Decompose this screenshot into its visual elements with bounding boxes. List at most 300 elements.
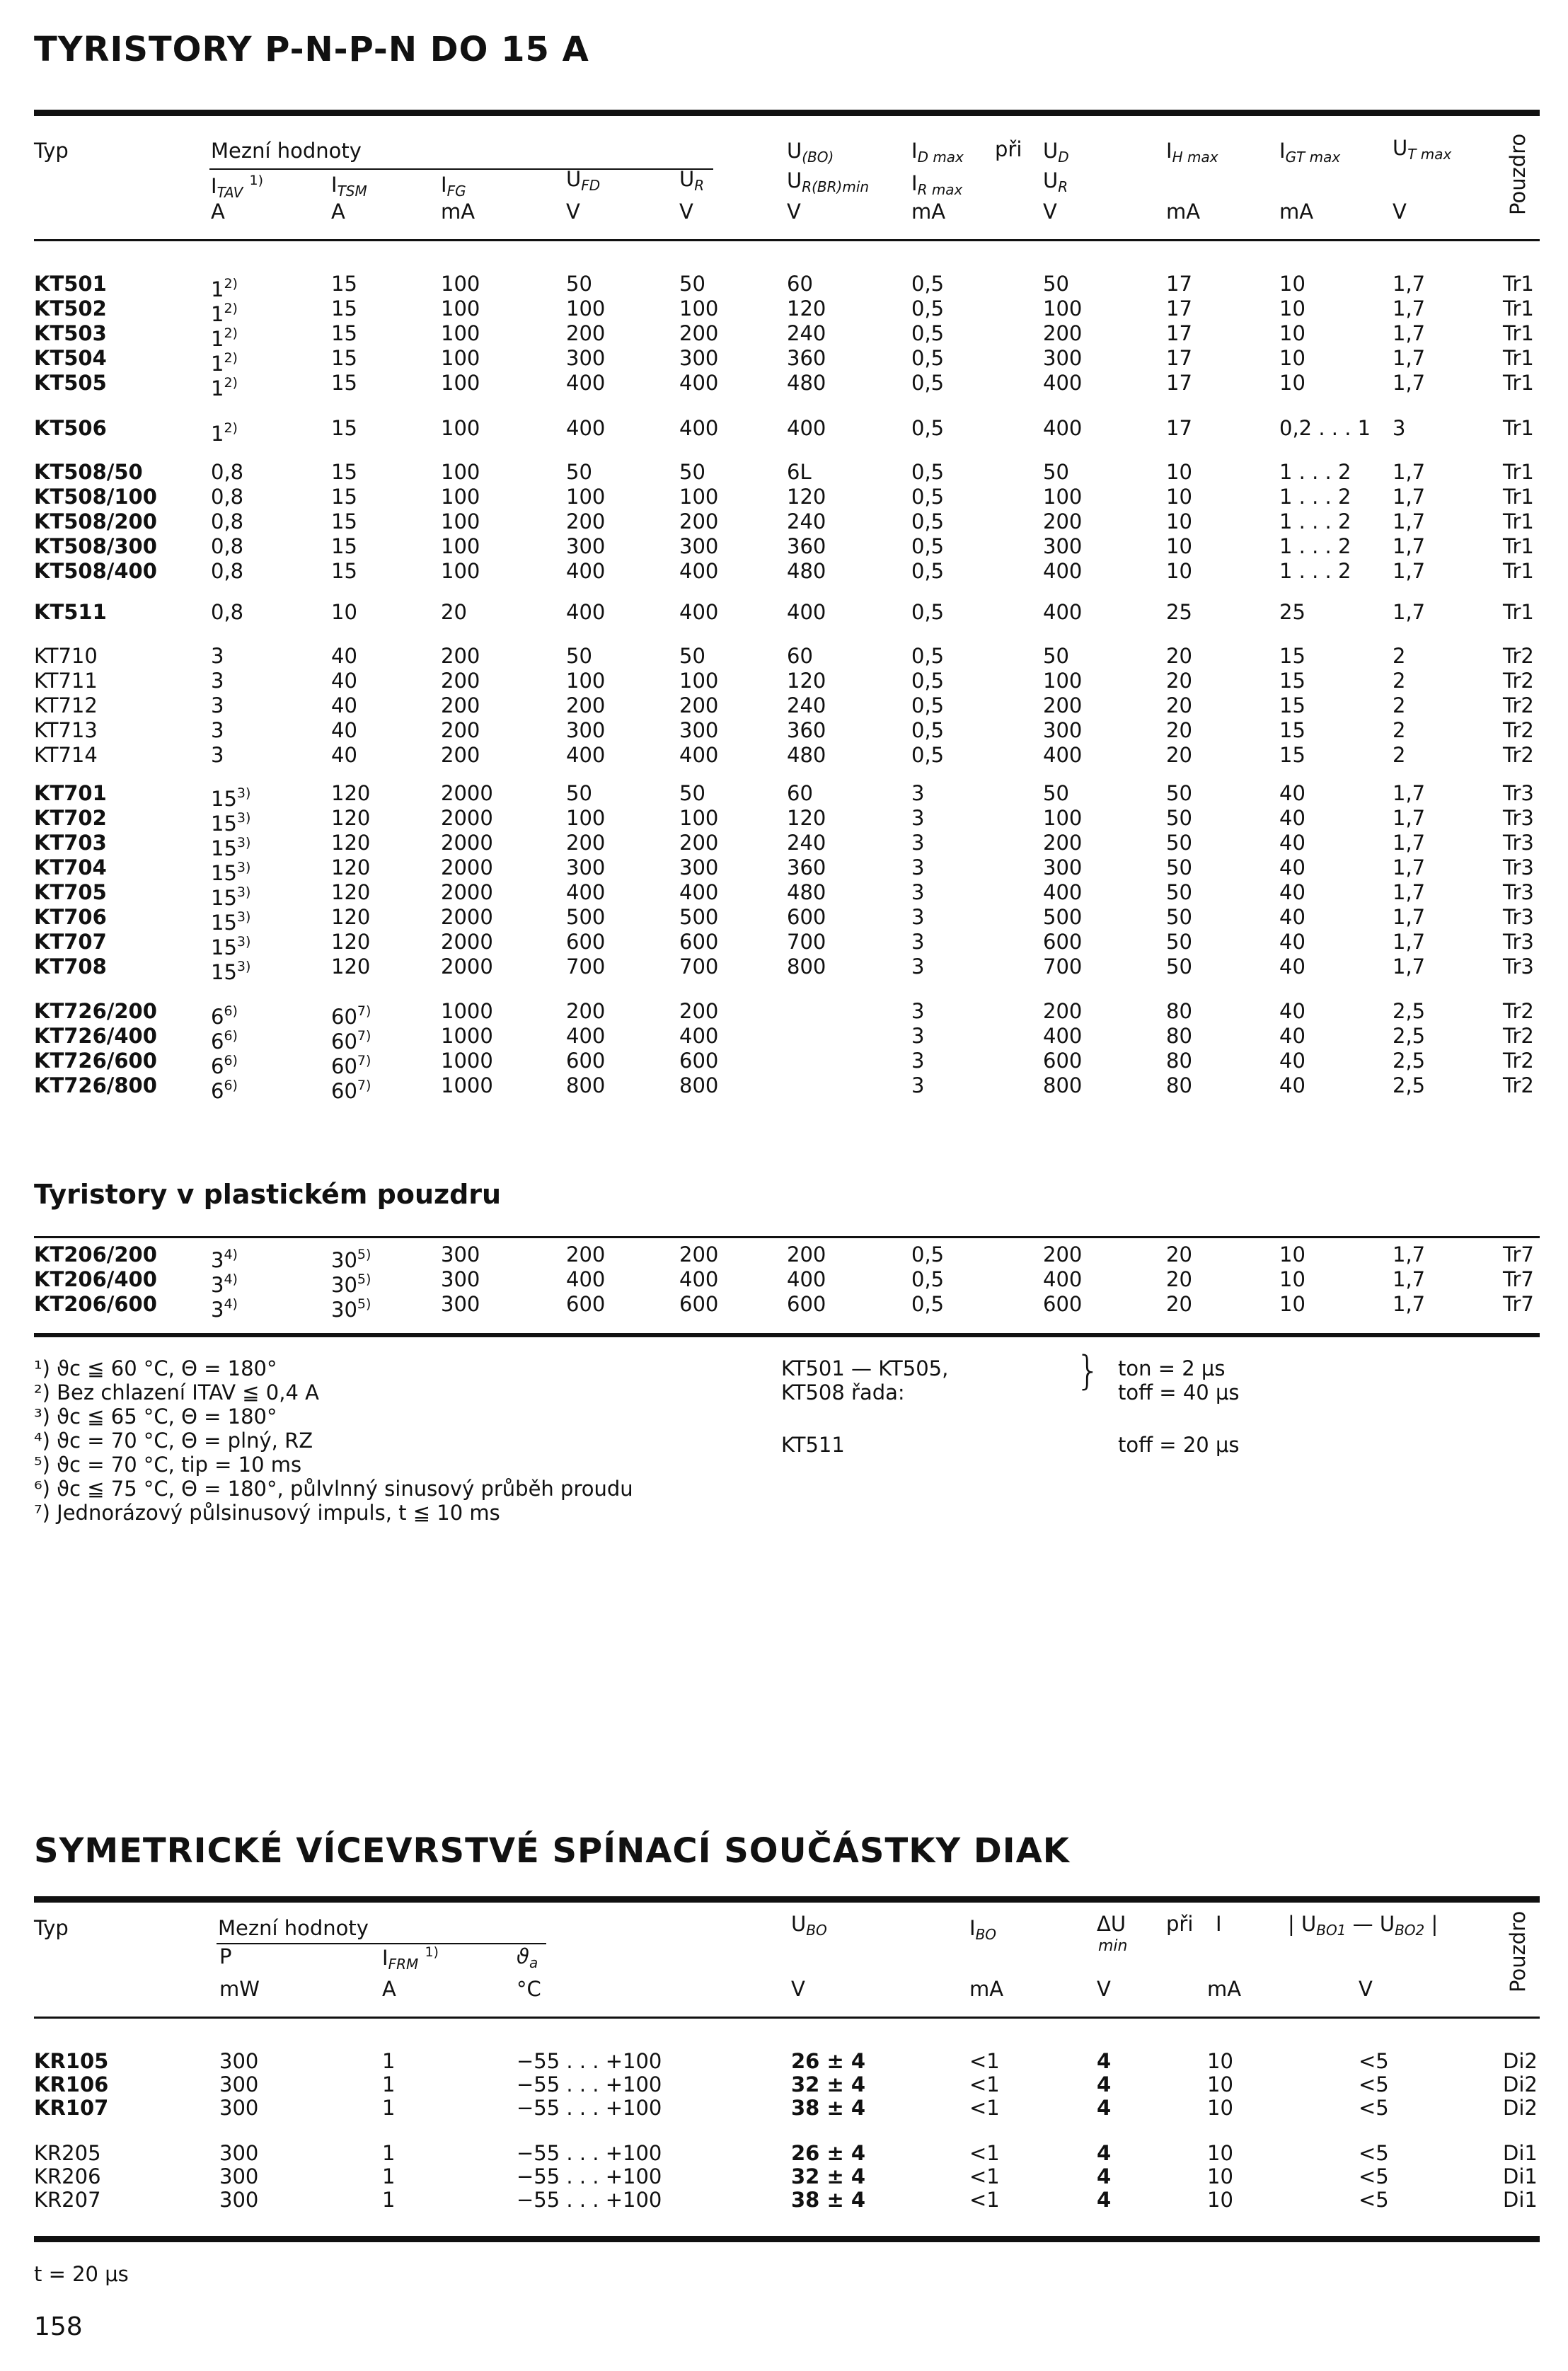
cell-ifg: 200 (441, 644, 480, 668)
cell-t: KT701 (34, 781, 107, 805)
col-ifg-header: $I_{FG}$ (441, 173, 466, 200)
cell-ud: 100 (1043, 296, 1083, 321)
cell-ubo: 360 (787, 855, 826, 879)
cell-theta: −55 . . . +100 (517, 2141, 662, 2165)
cell-id: 0,5 (911, 346, 945, 370)
unit-ih: mA (1166, 200, 1201, 224)
cell-ih: 10 (1166, 485, 1192, 509)
cell-itav: 1$^{2)}$ (211, 276, 238, 301)
cell-itav: 3 (211, 669, 224, 693)
cell-ubo: 360 (787, 346, 826, 370)
cell-p: Tr7 (1503, 1267, 1534, 1291)
cell-igt: 10 (1279, 1267, 1305, 1291)
cell-ubo: 240 (787, 509, 826, 533)
cell-pz: Di1 (1503, 2141, 1538, 2165)
cell-itsm: 40 (331, 669, 357, 693)
side-note-ton: ton = 2 μs (1118, 1356, 1226, 1380)
cell-ut: 1,7 (1393, 600, 1426, 624)
cell-ud: 100 (1043, 806, 1083, 830)
cell-ifg: 100 (441, 272, 480, 296)
cell-ubo: 120 (787, 806, 826, 830)
cell-t: KT713 (34, 718, 98, 742)
cell-id: 3 (911, 806, 925, 830)
cell-p: Tr2 (1503, 669, 1534, 693)
cell-ubo: 120 (787, 669, 826, 693)
cell-t: KT511 (34, 600, 107, 624)
cell-ur: 400 (679, 600, 719, 624)
cell-ifg: 300 (441, 1292, 480, 1316)
cell-ifg: 100 (441, 416, 480, 440)
cell-itav: 15$^{3)}$ (211, 835, 251, 860)
cell-ih: 50 (1166, 905, 1192, 929)
cell-t: KR106 (34, 2072, 109, 2096)
footnote: ⁷) Jednorázový půlsinusový impuls, t ≦ 10 ms (34, 1501, 500, 1525)
cell-itav: 1$^{2)}$ (211, 325, 238, 351)
cell-t: KT726/600 (34, 1049, 157, 1073)
diak-note: t = 20 μs (34, 2262, 129, 2286)
cell-ur: 50 (679, 272, 705, 296)
cell-t: KT704 (34, 855, 107, 879)
cell-ufd: 200 (566, 831, 606, 855)
cell-ur: 50 (679, 781, 705, 805)
cell-ifg: 100 (441, 371, 480, 395)
cell-p: Tr1 (1503, 559, 1534, 583)
cell-diff: <5 (1359, 2164, 1389, 2188)
cell-ih: 50 (1166, 855, 1192, 879)
cell-ifg: 100 (441, 485, 480, 509)
cell-ifg: 1000 (441, 1024, 493, 1048)
cell-id: 3 (911, 880, 925, 904)
plastic-rule (34, 1236, 1540, 1238)
cell-theta: −55 . . . +100 (517, 2164, 662, 2188)
cell-ufd: 300 (566, 534, 606, 558)
cell-ih: 80 (1166, 999, 1192, 1023)
cell-ifg: 20 (441, 600, 467, 624)
cell-ut: 1,7 (1393, 559, 1426, 583)
diak-unit-p: mW (219, 1977, 260, 2001)
cell-itsm: 120 (331, 905, 371, 929)
cell-itav: 0,8 (211, 509, 244, 533)
cell-ud: 50 (1043, 781, 1069, 805)
cell-ufd: 400 (566, 371, 606, 395)
cell-ur: 100 (679, 806, 719, 830)
cell-ut: 1,7 (1393, 321, 1426, 345)
cell-igt: 1 . . . 2 (1279, 509, 1351, 533)
cell-p: Tr2 (1503, 644, 1534, 668)
col-igtmax-header: $I_{GT max}$ (1279, 139, 1341, 166)
cell-ut: 1,7 (1393, 534, 1426, 558)
col-idmax-header: $I_{D max}$ (911, 139, 964, 166)
cell-ut: 2,5 (1393, 1024, 1426, 1048)
cell-ifrm: 1 (382, 2072, 396, 2096)
cell-ubo: 480 (787, 559, 826, 583)
cell-ud: 700 (1043, 954, 1083, 979)
unit-ut: V (1393, 200, 1407, 224)
cell-ubo: 26 ± 4 (791, 2141, 866, 2165)
cell-theta: −55 . . . +100 (517, 2049, 662, 2073)
cell-p: Tr3 (1503, 930, 1534, 954)
cell-ut: 1,7 (1393, 831, 1426, 855)
cell-ur: 400 (679, 743, 719, 767)
cell-ut: 1,7 (1393, 905, 1426, 929)
cell-id: 0,5 (911, 509, 945, 533)
cell-id: 3 (911, 1073, 925, 1097)
cell-ut: 1,7 (1393, 509, 1426, 533)
diak-bottom-rule (34, 2236, 1540, 2242)
cell-ifg: 200 (441, 743, 480, 767)
cell-ur: 200 (679, 1242, 719, 1267)
cell-ur: 400 (679, 1024, 719, 1048)
cell-ur: 100 (679, 669, 719, 693)
cell-ur: 200 (679, 831, 719, 855)
cell-itav: 3$^{4)}$ (211, 1296, 238, 1322)
cell-ut: 2,5 (1393, 1049, 1426, 1073)
cell-itav: 3 (211, 718, 224, 742)
cell-ubo: 800 (787, 954, 826, 979)
cell-ufd: 200 (566, 321, 606, 345)
cell-ur: 300 (679, 534, 719, 558)
diak-col-theta-header: $ϑ_a$ (517, 1944, 538, 1971)
cell-ud: 600 (1043, 1292, 1083, 1316)
cell-itav: 15$^{3)}$ (211, 884, 251, 910)
header-rule (34, 239, 1540, 241)
cell-ubo: 480 (787, 371, 826, 395)
cell-ud: 50 (1043, 644, 1069, 668)
cell-ih: 50 (1166, 781, 1192, 805)
cell-itsm: 15 (331, 509, 357, 533)
cell-itsm: 15 (331, 559, 357, 583)
cell-ur: 400 (679, 559, 719, 583)
cell-ih: 20 (1166, 693, 1192, 717)
cell-ufd: 300 (566, 855, 606, 879)
cell-igt: 1 . . . 2 (1279, 559, 1351, 583)
cell-igt: 10 (1279, 1242, 1305, 1267)
cell-ubo: 360 (787, 718, 826, 742)
col-ur2-header: $U_R$ (1043, 168, 1068, 195)
mezni-underline (209, 168, 713, 170)
cell-ut: 1,7 (1393, 346, 1426, 370)
cell-ifg: 200 (441, 718, 480, 742)
top-rule (34, 110, 1540, 116)
cell-p: Tr3 (1503, 905, 1534, 929)
cell-t: KT702 (34, 806, 107, 830)
cell-ud: 200 (1043, 693, 1083, 717)
page-number: 158 (34, 2312, 83, 2341)
cell-p: Tr1 (1503, 371, 1534, 395)
col-ur-header: $U_R$ (679, 167, 705, 194)
cell-i: 10 (1207, 2049, 1233, 2073)
cell-ud: 200 (1043, 999, 1083, 1023)
cell-i: 10 (1207, 2188, 1233, 2212)
cell-ud: 200 (1043, 1242, 1083, 1267)
footnote: ⁴) ϑc = 70 °C, Θ = plný, RZ (34, 1429, 313, 1453)
diak-col-du-header: ΔU (1097, 1912, 1126, 1936)
cell-ufd: 100 (566, 485, 606, 509)
cell-ubo: 26 ± 4 (791, 2049, 866, 2073)
cell-ih: 25 (1166, 600, 1192, 624)
cell-ubo: 480 (787, 743, 826, 767)
cell-ud: 300 (1043, 534, 1083, 558)
cell-ut: 2,5 (1393, 999, 1426, 1023)
cell-ifg: 2000 (441, 831, 493, 855)
cell-ifg: 100 (441, 321, 480, 345)
cell-ubo: 240 (787, 693, 826, 717)
cell-ur: 500 (679, 905, 719, 929)
cell-ufd: 300 (566, 346, 606, 370)
cell-t: KT714 (34, 743, 98, 767)
cell-ubo: 200 (787, 1242, 826, 1267)
cell-ufd: 400 (566, 1267, 606, 1291)
brace-mark: } (1076, 1348, 1101, 1394)
cell-ud: 50 (1043, 272, 1069, 296)
cell-ur: 400 (679, 371, 719, 395)
cell-ih: 10 (1166, 559, 1192, 583)
cell-ubo: 360 (787, 534, 826, 558)
cell-ur: 300 (679, 855, 719, 879)
footnote: ²) Bez chlazení ITAV ≦ 0,4 A (34, 1380, 319, 1404)
cell-ufd: 50 (566, 644, 592, 668)
cell-itav: 1$^{2)}$ (211, 301, 238, 326)
cell-ubo: 240 (787, 321, 826, 345)
cell-ih: 20 (1166, 1242, 1192, 1267)
cell-ifg: 2000 (441, 880, 493, 904)
cell-t: KT703 (34, 831, 107, 855)
cell-ubo: 120 (787, 296, 826, 321)
cell-ifg: 300 (441, 1242, 480, 1267)
cell-itav: 3 (211, 743, 224, 767)
cell-diff: <5 (1359, 2141, 1389, 2165)
cell-igt: 25 (1279, 600, 1305, 624)
cell-t: KT707 (34, 930, 107, 954)
cell-p: Tr1 (1503, 321, 1534, 345)
cell-ufd: 400 (566, 1024, 606, 1048)
cell-id: 0,5 (911, 371, 945, 395)
cell-diff: <5 (1359, 2188, 1389, 2212)
cell-p: Tr3 (1503, 806, 1534, 830)
cell-ud: 500 (1043, 905, 1083, 929)
cell-ur: 100 (679, 296, 719, 321)
cell-id: 0,5 (911, 416, 945, 440)
cell-ud: 200 (1043, 831, 1083, 855)
cell-ur: 800 (679, 1073, 719, 1097)
cell-i: 10 (1207, 2141, 1233, 2165)
col-irmax-header: $I_{R max}$ (911, 171, 963, 198)
cell-t: KR107 (34, 2096, 109, 2120)
diak-col-ubo-header: $U_{BO}$ (791, 1912, 827, 1939)
cell-ut: 2,5 (1393, 1073, 1426, 1097)
cell-t: KT508/50 (34, 460, 143, 484)
footnote: ⁵) ϑc = 70 °C, tip = 10 ms (34, 1453, 302, 1477)
cell-ifrm: 1 (382, 2141, 396, 2165)
cell-ufd: 200 (566, 693, 606, 717)
cell-ih: 50 (1166, 806, 1192, 830)
cell-ut: 1,7 (1393, 371, 1426, 395)
cell-t: KT502 (34, 296, 107, 321)
diak-col-i-header: I (1216, 1912, 1222, 1936)
cell-t: KT206/200 (34, 1242, 157, 1267)
cell-ifg: 300 (441, 1267, 480, 1291)
col-itav-header: $I_{TAV}$ $^{1)}$ (211, 173, 264, 201)
cell-pz: Di2 (1503, 2049, 1538, 2073)
cell-igt: 10 (1279, 371, 1305, 395)
diak-col-ifrm-header: $I_{FRM}$ $^{1)}$ (382, 1944, 439, 1973)
cell-ut: 2 (1393, 743, 1406, 767)
cell-id: 0,5 (911, 693, 945, 717)
col-ubr-header: $U_{R(BR)min}$ (787, 168, 870, 195)
cell-ubo: 60 (787, 781, 813, 805)
cell-ubo: 400 (787, 416, 826, 440)
col-ufd-header: $U_{FD}$ (566, 167, 601, 194)
cell-itav: 15$^{3)}$ (211, 909, 251, 935)
cell-t: KT206/400 (34, 1267, 157, 1291)
cell-ufd: 600 (566, 1292, 606, 1316)
footnote: ¹) ϑc ≦ 60 °C, Θ = 180° (34, 1356, 277, 1380)
diak-unit-ibo: mA (969, 1977, 1004, 2001)
cell-t: KT726/800 (34, 1073, 157, 1097)
col-itsm-header: $I_{TSM}$ (331, 173, 367, 200)
cell-itav: 15$^{3)}$ (211, 810, 251, 836)
cell-ih: 50 (1166, 880, 1192, 904)
unit-igt: mA (1279, 200, 1314, 224)
cell-ur: 400 (679, 1267, 719, 1291)
cell-p: Tr7 (1503, 1292, 1534, 1316)
cell-t: KT501 (34, 272, 107, 296)
cell-t: KT206/600 (34, 1292, 157, 1316)
cell-itsm: 120 (331, 831, 371, 855)
cell-igt: 1 . . . 2 (1279, 534, 1351, 558)
diak-col-pri-header: při (1166, 1912, 1194, 1936)
cell-ubo: 480 (787, 880, 826, 904)
cell-t: KT508/100 (34, 485, 157, 509)
cell-ur: 50 (679, 644, 705, 668)
cell-itav: 0,8 (211, 460, 244, 484)
cell-id: 0,5 (911, 1267, 945, 1291)
side-note-toff2: toff = 20 μs (1118, 1433, 1240, 1457)
diak-col-pouzdro-header: Pouzdro (1506, 1910, 1530, 1992)
cell-ud: 600 (1043, 1049, 1083, 1073)
cell-id: 0,5 (911, 1292, 945, 1316)
cell-theta: −55 . . . +100 (517, 2188, 662, 2212)
cell-ubo: 400 (787, 600, 826, 624)
cell-ur: 700 (679, 954, 719, 979)
cell-ufd: 100 (566, 669, 606, 693)
cell-ur: 600 (679, 1292, 719, 1316)
footnote: ⁶) ϑc ≦ 75 °C, Θ = 180°, půlvlnný sinusový průběh proudu (34, 1477, 633, 1501)
cell-ifg: 200 (441, 669, 480, 693)
diak-top-rule (34, 1896, 1540, 1903)
cell-ubo: 6L (787, 460, 812, 484)
cell-p: Tr1 (1503, 460, 1534, 484)
cell-t: KT503 (34, 321, 107, 345)
cell-ufd: 600 (566, 930, 606, 954)
cell-igt: 40 (1279, 1049, 1305, 1073)
cell-igt: 15 (1279, 644, 1305, 668)
cell-ut: 2 (1393, 718, 1406, 742)
cell-id: 0,5 (911, 296, 945, 321)
cell-ifg: 1000 (441, 1073, 493, 1097)
cell-igt: 10 (1279, 272, 1305, 296)
cell-ufd: 700 (566, 954, 606, 979)
cell-id: 3 (911, 781, 925, 805)
cell-id: 0,5 (911, 743, 945, 767)
cell-id: 0,5 (911, 485, 945, 509)
cell-ubo: 38 ± 4 (791, 2188, 866, 2212)
cell-itav: 1$^{2)}$ (211, 420, 238, 446)
cell-id: 3 (911, 831, 925, 855)
side-note-kt511: KT511 (781, 1433, 845, 1457)
cell-du: 4 (1097, 2188, 1112, 2212)
cell-igt: 40 (1279, 999, 1305, 1023)
cell-ubo: 32 ± 4 (791, 2164, 866, 2188)
cell-itav: 15$^{3)}$ (211, 934, 251, 959)
cell-pz: Di1 (1503, 2188, 1538, 2212)
cell-ut: 1,7 (1393, 485, 1426, 509)
cell-p: Tr3 (1503, 855, 1534, 879)
cell-ur: 600 (679, 930, 719, 954)
cell-ih: 10 (1166, 534, 1192, 558)
plastic-subtitle: Tyristory v plastickém pouzdru (34, 1179, 502, 1210)
cell-ud: 200 (1043, 321, 1083, 345)
diak-unit-du: V (1097, 1977, 1111, 2001)
cell-ud: 300 (1043, 718, 1083, 742)
cell-igt: 40 (1279, 930, 1305, 954)
cell-ifg: 2000 (441, 855, 493, 879)
cell-p: Tr2 (1503, 1024, 1534, 1048)
cell-itsm: 15 (331, 485, 357, 509)
cell-p: Tr3 (1503, 781, 1534, 805)
cell-igt: 10 (1279, 296, 1305, 321)
cell-ifrm: 1 (382, 2188, 396, 2212)
cell-igt: 0,2 . . . 1 (1279, 416, 1371, 440)
cell-ur: 200 (679, 509, 719, 533)
cell-t: KT504 (34, 346, 107, 370)
cell-igt: 10 (1279, 1292, 1305, 1316)
cell-p: Tr1 (1503, 296, 1534, 321)
cell-ih: 50 (1166, 954, 1192, 979)
cell-ibo: <1 (969, 2072, 1000, 2096)
tyristory-title: TYRISTORY P-N-P-N DO 15 A (34, 30, 589, 69)
cell-ih: 17 (1166, 296, 1192, 321)
cell-ubo: 38 ± 4 (791, 2096, 866, 2120)
cell-igt: 1 . . . 2 (1279, 485, 1351, 509)
diak-unit-diff: V (1359, 1977, 1373, 2001)
cell-theta: −55 . . . +100 (517, 2096, 662, 2120)
cell-igt: 40 (1279, 831, 1305, 855)
cell-du: 4 (1097, 2096, 1112, 2120)
cell-id: 0,5 (911, 321, 945, 345)
cell-id: 3 (911, 905, 925, 929)
cell-ufd: 300 (566, 718, 606, 742)
cell-ud: 600 (1043, 930, 1083, 954)
cell-itsm: 30$^{5)}$ (331, 1271, 371, 1297)
cell-itav: 3$^{4)}$ (211, 1271, 238, 1297)
cell-pz: Di1 (1503, 2164, 1538, 2188)
cell-ubo: 32 ± 4 (791, 2072, 866, 2096)
cell-ih: 20 (1166, 644, 1192, 668)
cell-ur: 200 (679, 999, 719, 1023)
side-note-kt508: KT508 řada: (781, 1380, 905, 1404)
cell-ifg: 100 (441, 460, 480, 484)
cell-id: 0,5 (911, 718, 945, 742)
plastic-bottom-rule (34, 1333, 1540, 1337)
cell-itsm: 30$^{5)}$ (331, 1296, 371, 1322)
cell-i: 10 (1207, 2164, 1233, 2188)
cell-ifg: 1000 (441, 999, 493, 1023)
cell-itav: 15$^{3)}$ (211, 860, 251, 885)
cell-igt: 15 (1279, 669, 1305, 693)
col-pouzdro-header: Pouzdro (1506, 133, 1530, 215)
cell-ifrm: 1 (382, 2164, 396, 2188)
